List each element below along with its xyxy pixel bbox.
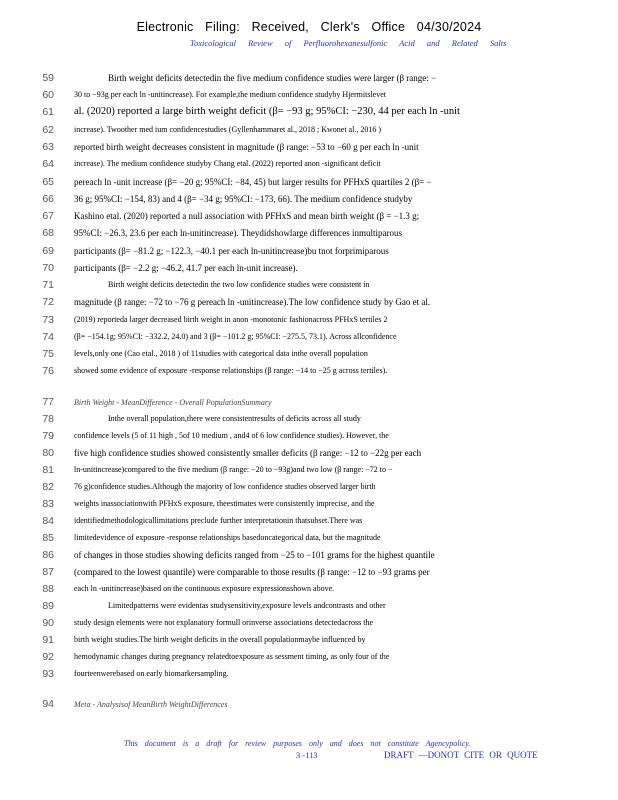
line-text: pereach ln -unit increase (β= −20 g; 95%CI: −84, 45) but larger results for PFHxS quartiles 2 (β= − <box>74 177 432 187</box>
line-text: ln-unitincrease)compared to the five medium (β range: −20 to −93g)and two low (β range: −72 to − <box>74 465 393 474</box>
line-text: hemodynamic changes during pregnancy relatedtoexposure as sessment timing, as only four of the <box>74 652 390 661</box>
text-line <box>0 668 618 683</box>
text-line <box>0 262 618 277</box>
text-line <box>0 413 618 428</box>
line-text: identifiedmethodologicallimitations preclude further interpretationin thatsubset.There was <box>74 516 363 525</box>
text-line <box>0 279 618 294</box>
text-line <box>0 176 618 191</box>
line-number: 75 <box>42 348 54 360</box>
text-line <box>0 583 618 598</box>
line-text: 30 to −93g per each ln -unitincrease). For example,the medium confidence studyby Hjermitslevet <box>74 90 386 99</box>
text-line <box>0 698 618 713</box>
text-line <box>0 566 618 581</box>
line-text: Inthe overall population,there were consistentresults of deficits across all study <box>108 414 361 423</box>
line-text: Birth weight deficits detectedin the five medium confidence studies were larger (β range: − <box>108 73 437 83</box>
line-number: 74 <box>42 331 54 343</box>
text-line <box>0 331 618 346</box>
line-number: 64 <box>42 158 54 170</box>
line-text: of changes in those studies showing deficits ranged from −25 to −101 grams for the highest quantile <box>74 550 435 560</box>
line-number: 70 <box>42 262 54 274</box>
line-number: 73 <box>42 314 54 326</box>
line-text: 76 g)confidence studies.Although the majority of low confidence studies observed larger birth <box>74 482 376 491</box>
line-number: 92 <box>42 651 54 663</box>
page-number: 3 -113 <box>296 750 318 760</box>
line-number: 81 <box>42 464 54 476</box>
section-heading: Birth Weight - MeanDifference - Overall PopulationSummary <box>74 398 272 407</box>
text-line <box>0 158 618 173</box>
line-text: al. (2020) reported a large birth weight deficit (β= −93 g; 95%CI: −230, 44 per each ln -unit <box>74 106 460 117</box>
line-text: study design elements were not explanatory formull orinverse associations detectedacross the <box>74 618 374 627</box>
text-line <box>0 549 618 564</box>
line-number: 88 <box>42 583 54 595</box>
text-line <box>0 396 618 411</box>
line-text: fourteenwerebased on early biomarkersampling. <box>74 669 229 678</box>
line-text: Birth weight deficits detectedin the two low confidence studies were consistent in <box>108 280 370 289</box>
text-line <box>0 617 618 632</box>
line-text: showed some evidence of exposure -response relationships (β range: −14 to −25 g across tertiles). <box>74 366 388 375</box>
text-line <box>0 447 618 462</box>
text-line <box>0 296 618 311</box>
text-line <box>0 515 618 530</box>
text-line <box>0 245 618 260</box>
draft-disclaimer: This document is a draft for review purposes only and does not constitute Agencypolicy. <box>124 739 471 748</box>
text-line <box>0 532 618 547</box>
line-number: 78 <box>42 413 54 425</box>
filing-header: Electronic Filing: Received, Clerk's Office 04/30/2024 <box>136 20 482 34</box>
line-number: 65 <box>42 176 54 188</box>
section-heading: Meta - Analysisof MeanBirth WeightDifferences <box>74 700 228 709</box>
text-line <box>0 365 618 380</box>
line-number: 83 <box>42 498 54 510</box>
line-text: birth weight studies.The birth weight deficits in the overall populationmaybe influenced by <box>74 635 366 644</box>
text-line <box>0 124 618 139</box>
line-number: 72 <box>42 296 54 308</box>
line-number: 66 <box>42 193 54 205</box>
line-number: 61 <box>42 106 54 118</box>
text-line <box>0 348 618 363</box>
line-number: 86 <box>42 549 54 561</box>
line-text: confidence levels (5 of 11 high , 5of 10 medium , and4 of 6 low confidence studies). However, the <box>74 431 389 440</box>
line-number: 90 <box>42 617 54 629</box>
line-text: (compared to the lowest quantile) were comparable to those results (β range: −12 to −93 grams per <box>74 567 430 577</box>
line-number: 60 <box>42 89 54 101</box>
line-text: each ln -unitincrease)based on the continuous exposure expressionsshown above. <box>74 584 335 593</box>
line-number: 76 <box>42 365 54 377</box>
text-line <box>0 651 618 666</box>
text-line <box>0 634 618 649</box>
draft-notice: DRAFT —DONOT CITE OR QUOTE <box>384 750 538 760</box>
text-line <box>0 141 618 156</box>
line-number: 62 <box>42 124 54 136</box>
text-line <box>0 227 618 242</box>
line-text: (2019) reporteda larger decreased birth weight in anon -monotonic fashionacross PFHxS tertiles 2 <box>74 315 388 324</box>
line-text: increase). Twoother med ium confidencestudies (Gyllenhammaret al., 2018 ; Kwonet al., 2016 ) <box>74 125 381 134</box>
text-line <box>0 210 618 225</box>
line-text: increase). The medium confidence studyby Chang etal. (2022) reported anon -significant deficit <box>74 159 381 168</box>
line-number: 59 <box>42 72 54 84</box>
text-line <box>0 498 618 513</box>
text-line <box>0 193 618 208</box>
line-number: 71 <box>42 279 54 291</box>
line-text: Kashino etal. (2020) reported a null association with PFHxS and mean birth weight (β = −1.3 g; <box>74 211 420 221</box>
text-line <box>0 106 618 121</box>
document-title: Toxicological Review of Perfluorohexanesulfonic Acid and Related Salts <box>190 38 507 48</box>
text-line <box>0 600 618 615</box>
line-number: 94 <box>42 698 54 710</box>
line-number: 93 <box>42 668 54 680</box>
line-text: levels,only one (Cao etal., 2018 ) of 11studies with categorical data inthe overall population <box>74 349 368 358</box>
line-text: participants (β= −2.2 g; −46.2, 41.7 per each ln-unit increase). <box>74 263 298 273</box>
text-line <box>0 481 618 496</box>
text-line <box>0 464 618 479</box>
line-number: 77 <box>42 396 54 408</box>
line-number: 63 <box>42 141 54 153</box>
line-number: 80 <box>42 447 54 459</box>
line-number: 84 <box>42 515 54 527</box>
line-number: 87 <box>42 566 54 578</box>
line-text: five high confidence studies showed consistently smaller deficits (β range: −12 to −22g per each <box>74 448 422 458</box>
text-line <box>0 89 618 104</box>
line-text: weights inassociationwith PFHxS exposure, theestimates were consistently imprecise, and the <box>74 499 375 508</box>
line-text: magnitude (β range: −72 to −76 g pereach ln -unitincrease).The low confidence study by Gao et al. <box>74 297 431 307</box>
line-text: 95%CI: −26.3, 23.6 per each ln-unitincrease). Theydidshowlarge differences inmultiparous <box>74 228 402 238</box>
line-text: (β= −154.1g; 95%CI: −332.2, 24.0) and 3 (β= −101.2 g; 95%CI: −275.5, 73.1). Across allconfidence <box>74 332 397 341</box>
text-line <box>0 72 618 87</box>
line-number: 85 <box>42 532 54 544</box>
line-text: participants (β= −81.2 g; −122.3, −40.1 per each ln-unitincrease)bu tnot forprimiparous <box>74 246 389 256</box>
line-number: 69 <box>42 245 54 257</box>
line-text: Limitedpatterns were evidentas studysensitivity,exposure levels andcontrasts and other <box>108 601 386 610</box>
line-number: 67 <box>42 210 54 222</box>
text-line <box>0 314 618 329</box>
line-number: 91 <box>42 634 54 646</box>
line-number: 89 <box>42 600 54 612</box>
text-line <box>0 430 618 445</box>
line-text: reported birth weight decreases consistent in magnitude (β range: −53 to −60 g per each ln -unit <box>74 142 419 152</box>
line-number: 79 <box>42 430 54 442</box>
line-number: 82 <box>42 481 54 493</box>
line-text: limitedevidence of exposure -response relationships basedoncategorical data, but the magnitude <box>74 533 381 542</box>
line-number: 68 <box>42 227 54 239</box>
line-text: 36 g; 95%CI: −154, 83) and 4 (β= −34 g; 95%CI: −173, 66). The medium confidence studyby <box>74 194 413 204</box>
